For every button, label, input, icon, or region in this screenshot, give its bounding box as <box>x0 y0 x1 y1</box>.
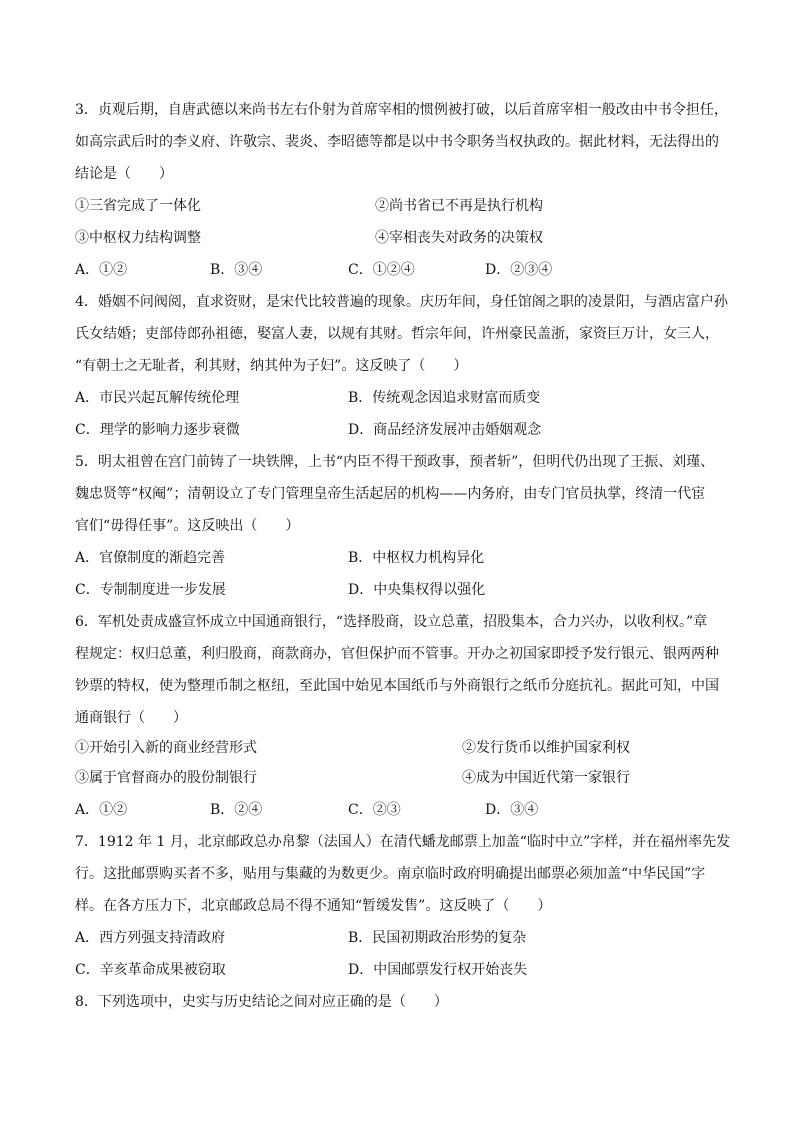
q5-choice-a[interactable]: A．官僚制度的渐趋完善 <box>75 550 226 566</box>
q6-choice-b[interactable]: B．②④ <box>210 802 263 818</box>
q5-stem-line-2: 魏忠贤等“权阉”；清朝设立了专门管理皇帝生活起居的机构——内务府，由专门官员执掌，终清一代宦 <box>75 486 706 502</box>
q5-choice-d[interactable]: D．中央集权得以强化 <box>348 582 486 598</box>
q6-choice-c[interactable]: C．②③ <box>348 802 401 818</box>
q7-stem-line-2: 行。这批邮票购买者不多，贴用与集藏的为数更少。南京临时政府明确提出邮票必须加盖“中华民国”字 <box>75 866 706 882</box>
q3-statement-1: ①三省完成了一体化 <box>75 198 201 214</box>
q3-stem-line-2: 如高宗武后时的李义府、许敬宗、裴炎、李昭德等都是以中书令职务当权执政的。据此材料，无法得出的 <box>75 134 719 150</box>
q3-choice-a[interactable]: A．①② <box>75 262 128 278</box>
q4-stem-line-1: 4．婚姻不问阀阅，直求资财，是宋代比较普遍的现象。庆历年间，身任馆阁之职的凌景阳，与酒店富户孙 <box>75 294 728 310</box>
q5-choice-c[interactable]: C．专制制度进一步发展 <box>75 582 226 598</box>
q4-stem-line-3: “有朝士之无耻者，利其财，纳其仲为子妇”。这反映了（ ） <box>75 358 468 374</box>
q6-stem-line-1: 6．军机处责成盛宣怀成立中国通商银行，“选择股商，设立总董，招股集本，合力兴办，以收利权。”章 <box>75 614 708 630</box>
q6-stem-line-4: 通商银行（ ） <box>75 710 187 726</box>
q4-choice-d[interactable]: D．商品经济发展冲击婚姻观念 <box>348 422 542 438</box>
q6-statement-2: ②发行货币以维护国家利权 <box>462 740 630 756</box>
q8-stem-line-1: 8．下列选项中，史实与历史结论之间对应正确的是（ ） <box>75 994 448 1010</box>
q3-stem-line-1: 3．贞观后期，自唐武德以来尚书左右仆射为首席宰相的惯例被打破，以后首席宰相一般改由中书令担任， <box>75 102 728 118</box>
q4-choice-b[interactable]: B．传统观念因追求财富而质变 <box>348 390 541 406</box>
q7-choice-a[interactable]: A．西方列强支持清政府 <box>75 930 226 946</box>
q5-stem-line-3: 官们“毋得任事”。这反映出（ ） <box>75 518 300 534</box>
q3-choice-c[interactable]: C．①②④ <box>348 262 415 278</box>
q4-stem-line-2: 氏女结婚；吏部侍郎孙祖德，娶富人妻，以规有其财。哲宗年间，许州豪民盖浙，家资巨万计，女三人， <box>75 326 719 342</box>
q3-choice-d[interactable]: D．②③④ <box>485 262 553 278</box>
q3-statement-3: ③中枢权力结构调整 <box>75 230 201 246</box>
q7-stem-line-3: 样。在各方压力下，北京邮政总局不得不通知“暂缓发售”。这反映了（ ） <box>75 898 552 914</box>
q3-stem-line-3: 结论是（ ） <box>75 166 173 182</box>
q6-stem-line-3: 钞票的特权，使为整理币制之枢纽，至此国中始见本国纸币与外商银行之纸币分庭抗礼。据此可知，中国 <box>75 678 719 694</box>
q6-statement-1: ①开始引入新的商业经营形式 <box>75 740 257 756</box>
q3-choice-b[interactable]: B．③④ <box>210 262 263 278</box>
q4-choice-a[interactable]: A．市民兴起瓦解传统伦理 <box>75 390 240 406</box>
q5-choice-b[interactable]: B．中枢权力机构异化 <box>348 550 485 566</box>
q4-choice-c[interactable]: C．理学的影响力逐步衰微 <box>75 422 240 438</box>
q7-choice-c[interactable]: C．辛亥革命成果被窃取 <box>75 962 226 978</box>
q6-choice-d[interactable]: D．③④ <box>485 802 539 818</box>
q6-statement-3: ③属于官督商办的股份制银行 <box>75 770 257 786</box>
q7-choice-b[interactable]: B．民国初期政治形势的复杂 <box>348 930 527 946</box>
q5-stem-line-1: 5．明太祖曾在宫门前铸了一块铁牌，上书“内臣不得干预政事，预者斩”，但明代仍出现了王振、刘瑾、 <box>75 454 715 470</box>
q6-stem-line-2: 程规定：权归总董，利归股商，商款商办，官但保护而不管事。开办之初国家即授予发行银元、银两两种 <box>75 646 719 662</box>
q6-statement-4: ④成为中国近代第一家银行 <box>462 770 630 786</box>
q3-statement-2: ②尚书省已不再是执行机构 <box>375 198 543 214</box>
q6-choice-a[interactable]: A．①② <box>75 802 128 818</box>
q7-choice-d[interactable]: D．中国邮票发行权开始丧失 <box>348 962 528 978</box>
q7-stem-line-1: 7．1912 年 1 月，北京邮政总办帛黎（法国人）在清代蟠龙邮票上加盖“临时中立”字样，并在福州率先发 <box>75 834 731 850</box>
q3-statement-4: ④宰相丧失对政务的决策权 <box>375 230 543 246</box>
